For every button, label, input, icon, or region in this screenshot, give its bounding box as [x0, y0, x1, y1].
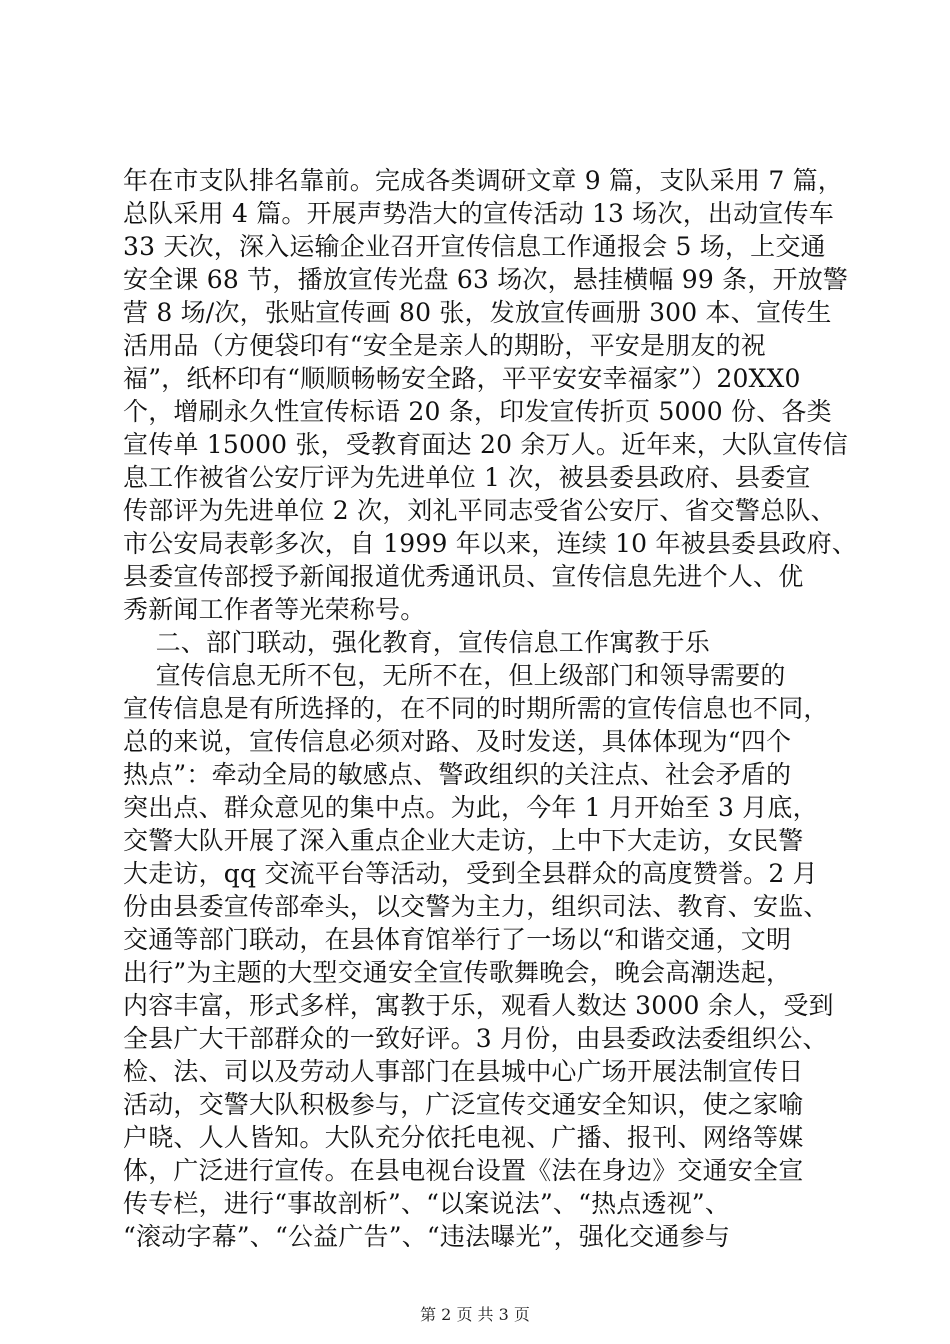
text-line: 体，广泛进行宣传。在县电视台设置《法在身边》交通安全宣 — [123, 1156, 804, 1185]
text-line: 安全课 68 节，播放宣传光盘 63 场次，悬挂横幅 99 条，开放警 — [123, 265, 849, 294]
text-line: 营 8 场/次，张贴宣传画 80 张，发放宣传画册 300 本、宣传生 — [123, 298, 832, 327]
page-footer: 第 2 页 共 3 页 — [420, 1305, 530, 1324]
text-line: 总的来说，宣传信息必须对路、及时发送，具体体现为“四个 — [123, 727, 792, 756]
text-line: 传部评为先进单位 2 次，刘礼平同志受省公安厅、省交警总队、 — [123, 496, 836, 525]
text-line: 宣传信息无所不包，无所不在，但上级部门和领导需要的 — [123, 661, 786, 690]
text-line: 宣传信息是有所选择的，在不同的时期所需的宣传信息也不同， — [123, 694, 829, 723]
text-line: 活用品（方便袋印有“安全是亲人的期盼，平安是朋友的祝 — [123, 331, 766, 360]
text-line: 交警大队开展了深入重点企业大走访，上中下大走访，女民警 — [123, 826, 804, 855]
text-line: 户晓、人人皆知。大队充分依托电视、广播、报刊、网络等媒 — [123, 1123, 804, 1152]
text-line: 年在市支队排名靠前。完成各类调研文章 9 篇，支队采用 7 篇， — [123, 166, 844, 195]
text-line: 县委宣传部授予新闻报道优秀通讯员、宣传信息先进个人、优 — [123, 562, 804, 591]
text-line: 大走访，qq 交流平台等活动，受到全县群众的高度赞誉。2 月 — [123, 859, 818, 888]
text-line: 总队采用 4 篇。开展声势浩大的宣传活动 13 场次，出动宣传车 — [123, 199, 834, 228]
text-line: 福”，纸杯印有“顺顺畅畅安全路，平平安安幸福家”）20XX0 — [123, 364, 801, 393]
text-line: 活动，交警大队积极参与，广泛宣传交通安全知识，使之家喻 — [123, 1090, 804, 1119]
text-line: 市公安局表彰多次，自 1999 年以来，连续 10 年被县委县政府、 — [123, 529, 858, 558]
text-line: 份由县委宣传部牵头，以交警为主力，组织司法、教育、安监、 — [123, 892, 829, 921]
text-line: 全县广大干部群众的一致好评。3 月份，由县委政法委组织公、 — [123, 1024, 828, 1053]
text-line: 秀新闻工作者等光荣称号。 — [123, 595, 426, 624]
text-line: 传专栏，进行“事故剖析”、“以案说法”、“热点透视”、 — [123, 1189, 731, 1218]
text-line: 检、法、司以及劳动人事部门在县城中心广场开展法制宣传日 — [123, 1057, 804, 1086]
document-body — [123, 164, 858, 1253]
text-line: “滚动字幕”、“公益广告”、“违法曝光”，强化交通参与 — [123, 1222, 731, 1251]
text-line: 宣传单 15000 张，受教育面达 20 余万人。近年来，大队宣传信 — [123, 430, 848, 459]
text-line: 交通等部门联动，在县体育馆举行了一场以“和谐交通，文明 — [123, 925, 792, 954]
text-line: 热点”：牵动全局的敏感点、警政组织的关注点、社会矛盾的 — [123, 760, 792, 789]
text-line: 个，增刷永久性宣传标语 20 条，印发宣传折页 5000 份、各类 — [123, 397, 832, 426]
text-line: 息工作被省公安厅评为先进单位 1 次，被县委县政府、县委宣 — [123, 463, 811, 492]
text-line: 内容丰富，形式多样，寓教于乐，观看人数达 3000 余人，受到 — [123, 991, 834, 1020]
text-line: 33 天次，深入运输企业召开宣传信息工作通报会 5 场，上交通 — [123, 232, 826, 261]
section-heading: 二、部门联动，强化教育，宣传信息工作寓教于乐 — [123, 628, 710, 657]
text-line: 出行”为主题的大型交通安全宣传歌舞晚会，晚会高潮迭起， — [123, 958, 792, 987]
text-line: 突出点、群众意见的集中点。为此，今年 1 月开始至 3 月底， — [123, 793, 818, 822]
